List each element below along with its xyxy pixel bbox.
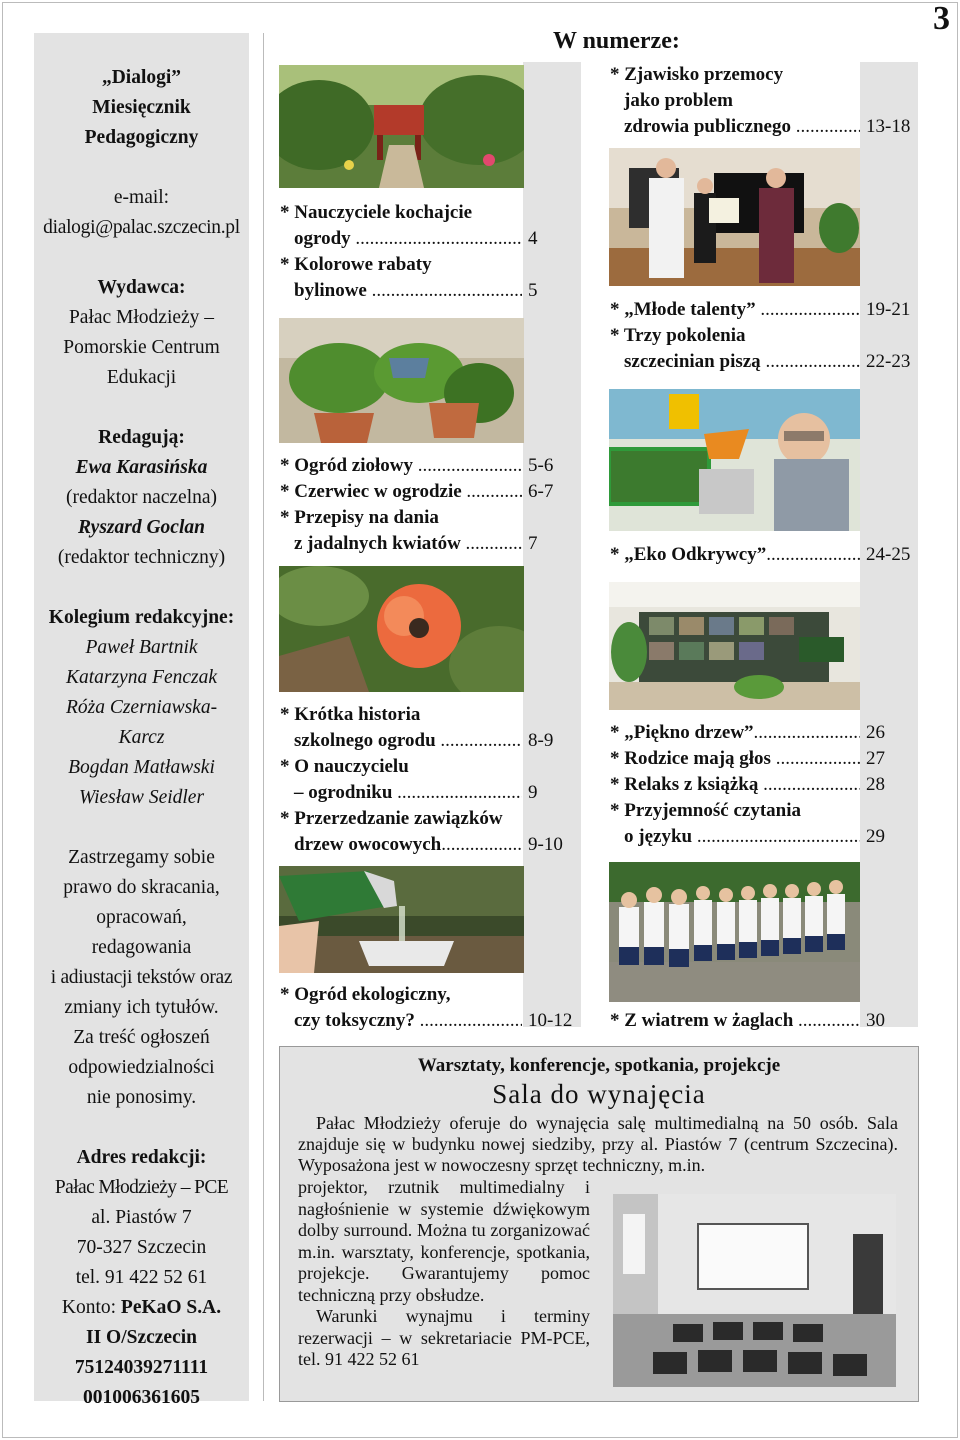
young-talents-photo <box>609 148 860 286</box>
disclaimer-line: prawo do skracania, <box>63 877 220 898</box>
toc-column-2 <box>610 62 918 140</box>
address-line: Pałac Młodzieży – PCE <box>54 1177 229 1198</box>
disclaimer-line: odpowiedzialności <box>68 1057 215 1078</box>
account-line: 001006361605 <box>83 1387 200 1408</box>
account-line: 75124039271111 <box>74 1357 209 1378</box>
bank-name: PeKaO S.A. <box>120 1297 222 1318</box>
toc-entry[interactable]: o języku ..... 29 <box>610 824 918 850</box>
ad-text-equipment: projektor, rzutnik multimedialny i nagłośnienie w systemie dźwiękowym dolby surround. Można tu zorganizować m.in. warsztaty, konferencje, spotkania, projekcje. Gwarantujemy pomoc techniczną przy obsłudze. <box>298 1177 590 1305</box>
column-divider <box>263 33 264 1401</box>
toc-entry[interactable]: * Nauczyciele kochajcie <box>280 202 473 223</box>
editor-name: Ewa Karasińska <box>75 457 208 478</box>
address-line: 70-327 Szczecin <box>76 1237 207 1258</box>
toc-entry[interactable]: * Ogród ziołowy ..... 5-6 <box>280 453 580 479</box>
toc-entry[interactable]: * Krótka historia <box>280 704 421 725</box>
toc-column-1 <box>280 200 580 304</box>
address-line: al. Piastów 7 <box>91 1207 192 1228</box>
disclaimer-line: Za treść ogłoszeń <box>73 1027 210 1048</box>
watering-can-photo <box>279 866 524 973</box>
herb-pots-photo <box>279 318 524 443</box>
toc-column-1d <box>280 982 580 1034</box>
toc-entry[interactable]: szkolnego ogrodu ..... 8-9 <box>280 728 580 754</box>
board-member: Karcz <box>118 727 165 748</box>
toc-entry[interactable]: drzew owocowych ..... 9-10 <box>280 832 580 858</box>
sailing-children-photo <box>609 862 860 1002</box>
board-member: Katarzyna Fenczak <box>65 667 218 688</box>
magazine-title: „Dialogi” Miesięcznik Pedagogiczny <box>84 67 199 148</box>
ad-subtitle: Warsztaty, konferencje, spotkania, projekcje <box>417 1055 781 1076</box>
toc-entry[interactable]: czy toksyczny? ..... 10-12 <box>280 1008 580 1034</box>
ad-title: Sala do wynajęcia <box>492 1079 706 1109</box>
toc-entry[interactable]: zdrowia publicznego ..... 13-18 <box>610 114 918 140</box>
address-line: tel. 91 422 52 61 <box>75 1267 208 1288</box>
toc-entry[interactable]: * „Eko Odkrywcy” ..... 24-25 <box>610 542 918 568</box>
toc-entry[interactable]: * Relaks z książką ..... 28 <box>610 772 918 798</box>
disclaimer-line: opracowań, <box>96 907 187 928</box>
board-member: Róża Czerniawska- <box>65 697 218 718</box>
toc-entry[interactable]: z jadalnych kwiatów ..... 7 <box>280 531 580 557</box>
address-label: Adres redakcji: <box>76 1147 207 1168</box>
toc-entry[interactable]: * „Piękno drzew” ..... 26 <box>610 720 918 746</box>
beauty-of-trees-exhibit-photo <box>609 582 860 710</box>
editor-name: Ryszard Goclan <box>78 517 205 538</box>
toc-entry[interactable]: bylinowe ..... 5 <box>280 278 580 304</box>
masthead-sidebar <box>34 33 249 1408</box>
toc-column-1c <box>280 702 580 858</box>
disclaimer-line: redagowania <box>91 937 192 958</box>
page-number: 3 <box>933 0 950 37</box>
disclaimer-line: zmiany ich tytułów. <box>64 997 219 1018</box>
toc-entry[interactable]: * Kolorowe rabaty <box>280 254 432 275</box>
publisher-label: Wydawca: <box>97 277 186 298</box>
toc-entry[interactable]: – ogrodniku ..... 9 <box>280 780 580 806</box>
toc-entry[interactable]: ogrody ..... 4 <box>280 226 580 252</box>
room-rental-ad <box>279 1046 919 1402</box>
toc-entry[interactable]: * Z wiatrem w żaglach ..... 30 <box>610 1008 918 1034</box>
email-label: e-mail: <box>113 187 170 208</box>
toc-entry[interactable]: szczecinian piszą ..... 22-23 <box>610 349 918 375</box>
toc-entry[interactable]: * Zjawisko przemocy <box>610 64 784 85</box>
toc-entry[interactable]: * Przerzedzanie zawiązków <box>280 808 503 829</box>
toc-entry[interactable]: * Czerwiec w ogrodzie ..... 6-7 <box>280 479 580 505</box>
toc-entry[interactable]: * Trzy pokolenia <box>610 325 746 346</box>
toc-column-2b <box>610 297 918 375</box>
ad-text-terms: Warunki wynajmu i terminy rezerwacji – w sekretariacie PM-PCE, tel. 91 422 52 61 <box>298 1306 590 1369</box>
editor-role: (redaktor techniczny) <box>57 547 226 568</box>
account-line: II O/Szczecin <box>85 1327 198 1348</box>
contents-heading: W numerze: <box>553 28 680 54</box>
board-member: Wiesław Seidler <box>78 787 205 808</box>
toc-column-2e <box>610 1008 918 1034</box>
board-member: Bogdan Matławski <box>68 757 215 778</box>
toc-entry[interactable]: * O nauczycielu <box>280 756 409 777</box>
toc-entry[interactable]: * „Młode talenty” ..... 19-21 <box>610 297 918 323</box>
editors-label: Redagują: <box>98 427 185 448</box>
editor-role: (redaktor naczelna) <box>65 487 218 508</box>
garden-bench-photo <box>279 65 524 188</box>
board-member: Paweł Bartnik <box>85 637 198 658</box>
toc-entry[interactable]: * Rodzice mają głos ..... 27 <box>610 746 918 772</box>
toc-column-1b <box>280 453 580 557</box>
toc-entry[interactable]: * Przyjemność czytania <box>610 800 801 821</box>
toc-entry[interactable]: * Ogród ekologiczny, <box>280 984 451 1005</box>
disclaimer-line: nie ponosimy. <box>86 1087 197 1108</box>
disclaimer-line: Zastrzegamy sobie <box>68 847 215 868</box>
publisher-line: Pomorskie Centrum <box>63 337 220 358</box>
poppy-flower-photo <box>279 566 524 692</box>
toc-entry[interactable]: jako problem <box>624 90 733 111</box>
disclaimer-line: i adiustacji tekstów oraz <box>50 967 233 988</box>
ad-text-body <box>298 1177 590 1371</box>
toc-column-2c <box>610 542 918 568</box>
ad-text-intro: Pałac Młodzieży oferuje do wynajęcia salę multimedialną na 50 osób. Sala znajduje się w budynku nowej siedziby, przy al. Piastów 7 (centrum Szczecina). Wyposażona jest w nowoczesny sprzęt techniczny, m.in. <box>298 1113 898 1175</box>
eco-explorers-photo <box>609 389 860 531</box>
toc-entry[interactable]: * Przepisy na dania <box>280 507 439 528</box>
email: dialogi@palac.szczecin.pl <box>43 217 240 238</box>
publisher-line: Edukacji <box>106 367 177 388</box>
toc-column-2d <box>610 720 918 850</box>
conference-room-photo <box>613 1194 896 1387</box>
board-label: Kolegium redakcyjne: <box>48 607 235 628</box>
account-line: Konto: PeKaO S.A. <box>61 1297 222 1318</box>
publisher-line: Pałac Młodzieży – <box>68 307 215 328</box>
